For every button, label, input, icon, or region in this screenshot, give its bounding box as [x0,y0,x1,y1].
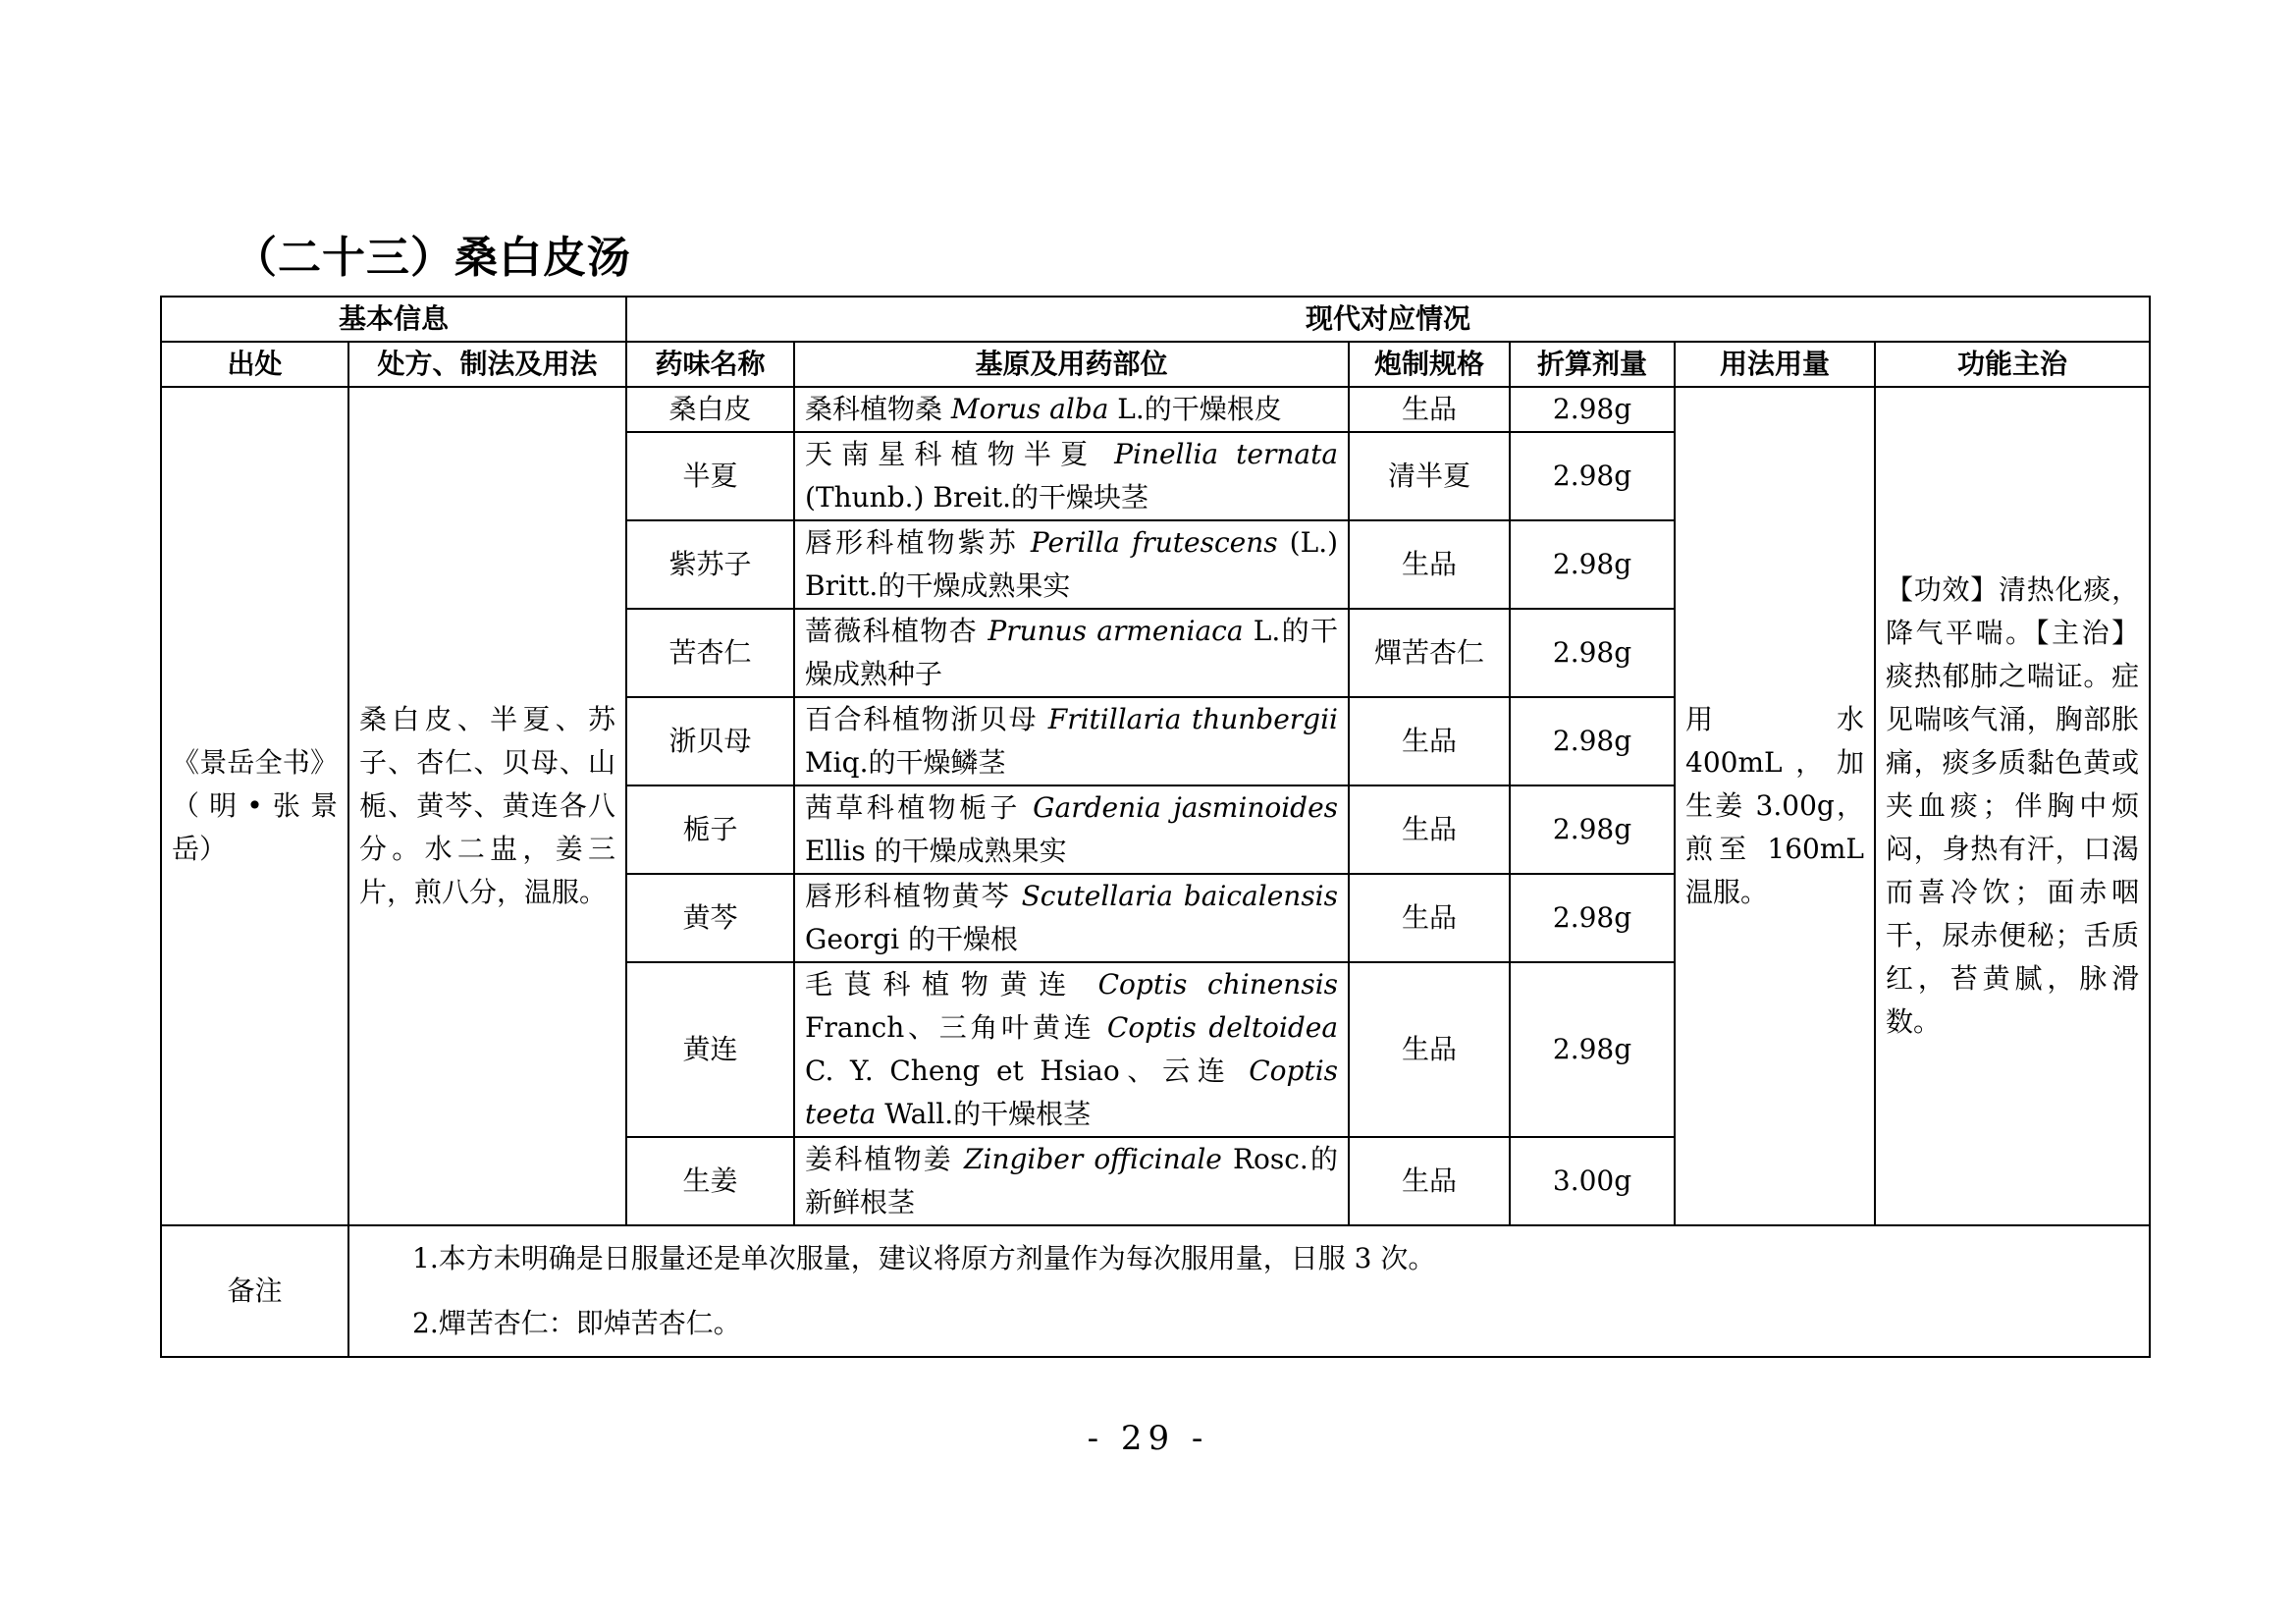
prescription-cell: 桑白皮、半夏、苏子、杏仁、贝母、山栀、黄芩、黄连各八分。水二盅，姜三片，煎八分，温服。 [348,387,626,1225]
latin-name: Pinellia ternata [1114,438,1339,470]
herb-origin [794,962,1349,1137]
col-header-source: 出处 [161,342,348,387]
herb-dose: 2.98g [1510,697,1675,785]
col-header-processing: 炮制规格 [1349,342,1510,387]
latin-name: Morus alba [950,393,1109,425]
header-basic-info: 基本信息 [161,297,626,342]
col-header-origin: 基原及用药部位 [794,342,1349,387]
origin-text: 唇形科植物紫苏 [805,526,1031,559]
origin-text: Franch、三角叶黄连 [805,1011,1107,1044]
latin-name: Coptis deltoidea [1106,1011,1339,1044]
table-row [161,387,2150,432]
herb-processing: 燀苦杏仁 [1349,609,1510,697]
origin-text: Wall.的干燥根茎 [876,1098,1092,1130]
origin-text: L.的干燥根皮 [1108,393,1282,425]
herb-dose: 2.98g [1510,432,1675,520]
origin-text: 蔷薇科植物杏 [805,615,988,647]
col-header-function: 功能主治 [1875,342,2150,387]
latin-name: Coptis chinensis [1097,968,1339,1001]
herb-processing: 清半夏 [1349,432,1510,520]
origin-text: (Thunb.) Breit.的干燥块茎 [805,481,1149,514]
latin-name: Scutellaria baicalensis [1021,880,1339,912]
origin-text: 天南星科植物半夏 [805,438,1115,470]
herb-name: 桑白皮 [626,387,794,432]
herb-processing: 生品 [1349,874,1510,962]
herb-name: 浙贝母 [626,697,794,785]
notes-content [348,1225,2150,1357]
latin-name: Coptis teeta [805,1055,1339,1130]
col-header-dose: 折算剂量 [1510,342,1675,387]
herb-dose: 2.98g [1510,785,1675,874]
origin-text: 唇形科植物黄芩 [805,880,1022,912]
page-number: - 29 - [1087,1419,1209,1458]
note-line: 1.本方未明确是日服量还是单次服量，建议将原方剂量作为每次服用量，日服 3 次。 [412,1242,1436,1274]
latin-name: Gardenia jasminoides [1033,791,1339,824]
herb-dose: 3.00g [1510,1137,1675,1225]
col-header-herb-name: 药味名称 [626,342,794,387]
herb-dose: 2.98g [1510,874,1675,962]
herb-processing: 生品 [1349,785,1510,874]
origin-text: 百合科植物浙贝母 [805,703,1048,735]
herb-origin [794,387,1349,432]
herb-dose: 2.98g [1510,520,1675,609]
source-cell: 《景岳全书》（明•张景岳） [161,387,348,1225]
herb-origin [794,785,1349,874]
origin-text: (L.) Britt.的干燥成熟果实 [805,526,1339,602]
origin-text: L.的干燥成熟种子 [805,615,1339,690]
herb-name: 黄连 [626,962,794,1137]
latin-name: Perilla frutescens [1030,526,1278,559]
latin-name: Fritillaria thunbergii [1047,703,1339,735]
col-header-usage: 用法用量 [1675,342,1875,387]
herb-processing: 生品 [1349,1137,1510,1225]
notes-label: 备注 [161,1225,348,1357]
herb-origin [794,874,1349,962]
origin-text: Miq.的干燥鳞茎 [805,746,1006,779]
herb-origin [794,1137,1349,1225]
usage-cell: 用水 400mL，加生姜 3.00g，煎至 160mL 温服。 [1675,387,1875,1225]
notes-row [161,1225,2150,1357]
herb-processing: 生品 [1349,520,1510,609]
origin-text: Ellis 的干燥成熟果实 [805,835,1067,867]
note-line: 2.燀苦杏仁：即焯苦杏仁。 [412,1307,741,1339]
herb-origin [794,520,1349,609]
herb-processing: 生品 [1349,387,1510,432]
herb-dose: 2.98g [1510,387,1675,432]
herb-name: 紫苏子 [626,520,794,609]
herb-origin [794,697,1349,785]
herb-origin [794,432,1349,520]
herb-name: 栀子 [626,785,794,874]
origin-text: 茜草科植物栀子 [805,791,1034,824]
origin-text: 姜科植物姜 [805,1143,965,1175]
herb-name: 半夏 [626,432,794,520]
header-modern: 现代对应情况 [626,297,2150,342]
page-title: （二十三）桑白皮汤 [234,233,631,283]
latin-name: Prunus armeniaca [988,615,1244,647]
prescription-table [160,296,2151,1358]
herb-origin [794,609,1349,697]
herb-name: 生姜 [626,1137,794,1225]
origin-text: C. Y. Cheng et Hsiao、云连 [805,1055,1250,1087]
origin-text: Georgi 的干燥根 [805,923,1018,955]
function-cell: 【功效】清热化痰，降气平喘。【主治】痰热郁肺之喘证。症见喘咳气涌，胸部胀痛，痰多质黏色黄或夹血痰；伴胸中烦闷，身热有汗，口渴而喜冷饮；面赤咽干，尿赤便秘；舌质红，苔黄腻，脉滑数。 [1875,387,2150,1225]
herb-processing: 生品 [1349,697,1510,785]
col-header-prescription: 处方、制法及用法 [348,342,626,387]
origin-text: Rosc.的新鲜根茎 [805,1143,1339,1218]
herb-name: 黄芩 [626,874,794,962]
herb-processing: 生品 [1349,962,1510,1137]
origin-text: 毛茛科植物黄连 [805,968,1098,1001]
latin-name: Zingiber officinale [964,1143,1222,1175]
herb-name: 苦杏仁 [626,609,794,697]
origin-text: 桑科植物桑 [805,393,951,425]
herb-dose: 2.98g [1510,609,1675,697]
herb-dose: 2.98g [1510,962,1675,1137]
